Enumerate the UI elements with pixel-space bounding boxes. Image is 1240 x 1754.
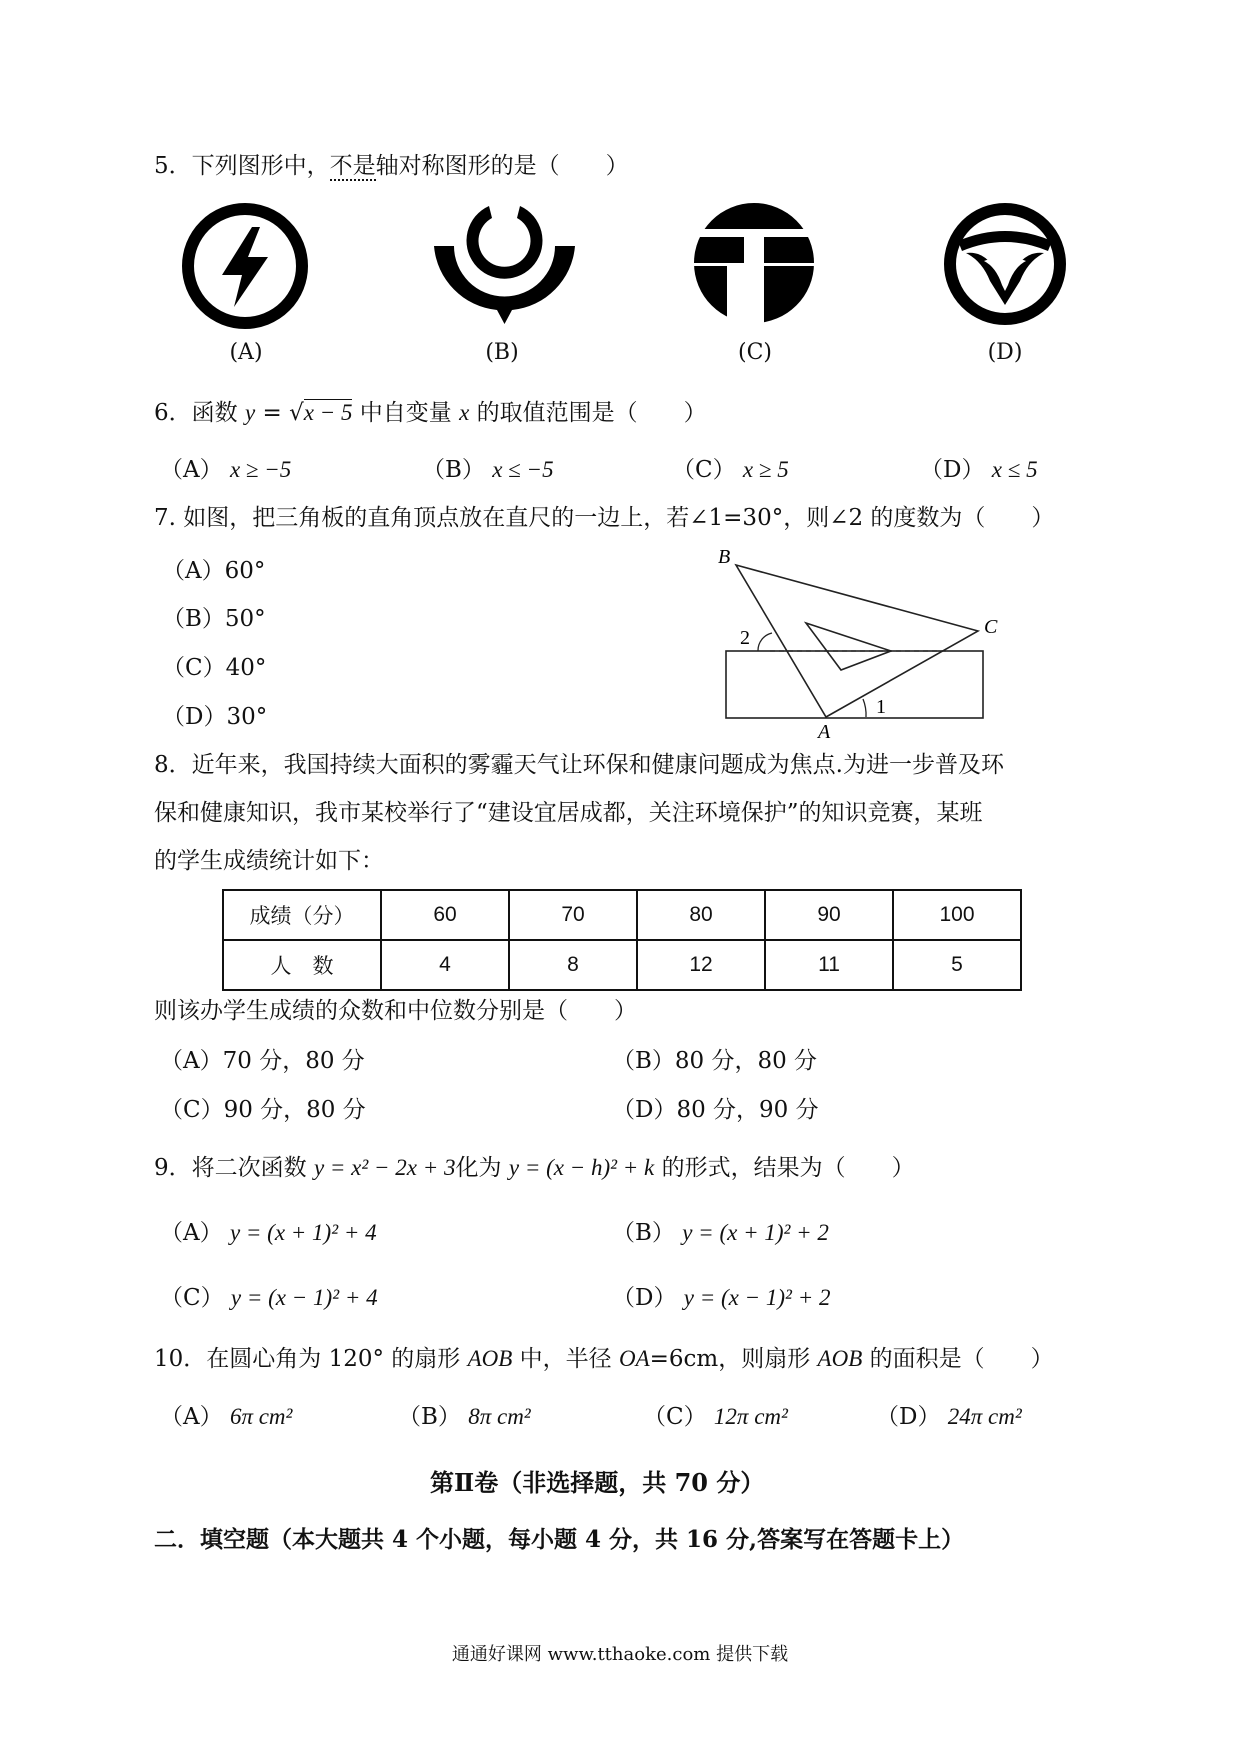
q10-option-c: （C） 12π cm²: [643, 1404, 788, 1430]
q8-line-3: 的学生成绩统计如下：: [154, 848, 384, 874]
q8-question: 则该办学生成绩的众数和中位数分别是（ ）: [154, 998, 637, 1024]
page-footer: 通通好课网 www.tthaoke.com 提供下载: [451, 1644, 789, 1665]
q9-stem: 9．将二次函数 y = x² − 2x + 3化为 y = (x − h)² + k 的形式，结果为（ ）: [154, 1155, 915, 1181]
q7-label-1: 1: [876, 696, 886, 718]
table-row: [223, 940, 1021, 990]
sqrt-sign: √: [289, 400, 304, 426]
q10-option-b: （B） 8π cm²: [398, 1404, 531, 1430]
q7-label-b: B: [718, 546, 731, 568]
q8-line-1: 8．近年来，我国持续大面积的雾霾天气让环保和健康问题成为焦点.为进一步普及环: [154, 752, 1004, 778]
table-cell: 60: [381, 890, 509, 940]
table-cell: 4: [381, 940, 509, 990]
table-cell: 8: [509, 940, 637, 990]
q8-line-2: 保和健康知识，我市某校举行了“建设宜居成都，关注环境保护”的知识竞赛，某班: [154, 800, 983, 826]
q9-option-a: （A） y = (x + 1)² + 4: [160, 1220, 377, 1246]
q5-stem: 5．下列图形中，不是轴对称图形的是（ ）: [154, 153, 629, 179]
q7-option-a: （A）60°: [162, 558, 266, 584]
logo-lightning-icon: [180, 201, 310, 331]
q6-option-d: （D） x ≤ 5: [920, 457, 1038, 483]
q9-option-b: （B） y = (x + 1)² + 2: [612, 1220, 829, 1246]
q7-stem: 7. 如图，把三角板的直角顶点放在直尺的一边上，若∠1=30°，则∠2 的度数为（ ）: [154, 505, 1055, 531]
q6-option-c: （C） x ≥ 5: [672, 457, 789, 483]
q5-emphasis: 不是: [329, 153, 376, 179]
q5-option-b-label: (B): [485, 340, 519, 365]
q5-option-d-label: (D): [987, 340, 1023, 365]
q5-option-a-label: (A): [229, 340, 263, 365]
q8-option-d: （D）80 分，90 分: [612, 1097, 819, 1123]
q8-option-b: （B）80 分，80 分: [612, 1048, 818, 1074]
q7-triangle-ruler-figure: [718, 545, 1008, 740]
section-2-title: 第Ⅱ卷（非选择题，共 70 分）: [430, 1468, 765, 1497]
q6-option-b: （B） x ≤ −5: [422, 457, 554, 483]
q7-option-d: （D）30°: [162, 704, 268, 730]
table-cell: 70: [509, 890, 637, 940]
q7-option-b: （B）50°: [162, 606, 266, 632]
q6-radicand: x − 5: [303, 400, 353, 425]
table-cell: 80: [637, 890, 765, 940]
table-cell: 12: [637, 940, 765, 990]
q8-option-c: （C）90 分，80 分: [160, 1097, 366, 1123]
q6-option-a: （A） x ≥ −5: [160, 457, 292, 483]
q8-option-a: （A）70 分，80 分: [160, 1048, 365, 1074]
q7-option-c: （C）40°: [162, 655, 267, 681]
logo-v-shield-icon: [942, 201, 1068, 327]
q10-option-d: （D） 24π cm²: [876, 1404, 1022, 1430]
q9-option-d: （D） y = (x − 1)² + 2: [612, 1285, 831, 1311]
logo-ring-icon: [432, 198, 577, 326]
table-header-cell: 人 数: [223, 940, 381, 990]
logo-split-circle-icon: [690, 201, 818, 325]
table-cell: 11: [765, 940, 893, 990]
q10-option-a: （A） 6π cm²: [160, 1404, 293, 1430]
q10-stem: 10．在圆心角为 120° 的扇形 AOB 中，半径 OA=6cm，则扇形 AOB 的面积是（ ）: [154, 1346, 1054, 1372]
q8-score-table: [222, 889, 1022, 991]
section-2-part-heading: 二．填空题（本大题共 4 个小题，每小题 4 分，共 16 分,答案写在答题卡上）: [154, 1526, 965, 1553]
table-cell: 5: [893, 940, 1021, 990]
table-header-cell: 成绩（分）: [223, 890, 381, 940]
q9-option-c: （C） y = (x − 1)² + 4: [160, 1285, 378, 1311]
q7-label-a: A: [818, 721, 831, 740]
q6-stem: 6．函数 y = √x − 5 中自变量 x 的取值范围是（ ）: [154, 400, 707, 426]
q7-label-2: 2: [740, 627, 750, 649]
q5-option-c-label: (C): [738, 340, 772, 365]
q7-label-c: C: [984, 616, 998, 638]
table-row: [223, 890, 1021, 940]
table-cell: 100: [893, 890, 1021, 940]
table-cell: 90: [765, 890, 893, 940]
